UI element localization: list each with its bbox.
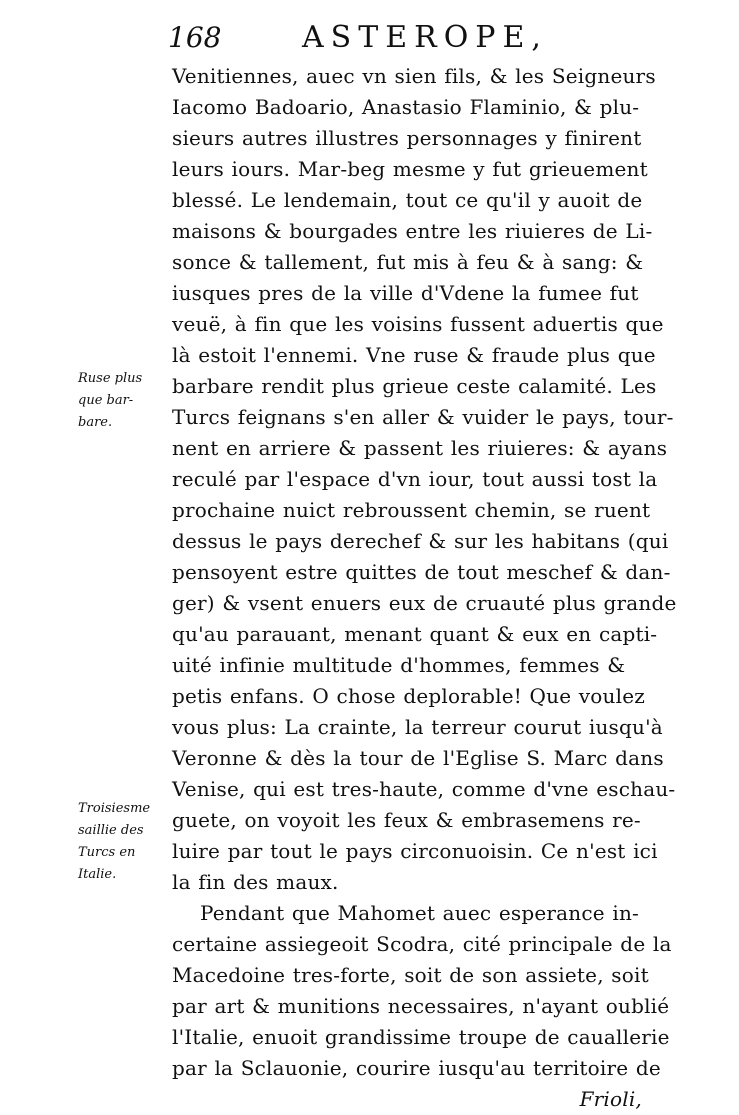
catchword: Frioli, — [579, 1087, 642, 1111]
text-line: reculé par l'espace d'vn iour, tout aussi tost la — [172, 467, 658, 491]
text-line: l'Italie, enuoit grandissime troupe de cauallerie — [172, 1025, 670, 1049]
running-title: ASTEROPE, — [302, 20, 548, 55]
text-line: iusques pres de la ville d'Vdene la fumee fut — [172, 281, 639, 305]
text-line: leurs iours. Mar-beg mesme y fut grieuement — [172, 157, 648, 181]
text-line: vous plus: La crainte, la terreur courut iusqu'à — [172, 715, 663, 739]
text-line: qu'au parauant, menant quant & eux en capti- — [172, 622, 658, 646]
text-line: certaine assiegeoit Scodra, cité principale de la — [172, 932, 672, 956]
text-line: Venise, qui est tres-haute, comme d'vne eschau- — [172, 777, 676, 801]
text-line: là estoit l'ennemi. Vne ruse & fraude plus que — [172, 343, 656, 367]
margin-note-line: Troisiesme — [78, 801, 151, 816]
margin-note-line: saillie des — [78, 823, 144, 838]
text-line: sieurs autres illustres personnages y finirent — [172, 126, 642, 150]
margin-note-line: bare. — [78, 415, 113, 430]
text-line: dessus le pays derechef & sur les habitans (qui — [172, 529, 669, 553]
margin-note-line: que bar- — [78, 393, 134, 408]
margin-note-ruse — [78, 368, 174, 434]
page-number: 168 — [168, 21, 222, 54]
margin-note-line: Ruse plus — [78, 371, 143, 386]
text-line: guete, on voyoit les feux & embrasemens re- — [172, 808, 641, 832]
text-line: nent en arriere & passent les riuieres: & ayans — [172, 436, 668, 460]
text-line: sonce & tallement, fut mis à feu & à sang: & — [172, 250, 644, 274]
text-line: prochaine nuict rebroussent chemin, se ruent — [172, 498, 651, 522]
paragraph-start-line: Pendant que Mahomet auec esperance in- — [200, 901, 640, 925]
text-line: veuë, à fin que les voisins fussent aduertis que — [172, 312, 664, 336]
text-line: Venitiennes, auec vn sien fils, & les Seigneurs — [172, 64, 656, 88]
text-line: uité infinie multitude d'hommes, femmes & — [172, 653, 626, 677]
text-line: la fin des maux. — [172, 870, 339, 894]
text-line: luire par tout le pays circonuoisin. Ce n'est ici — [172, 839, 658, 863]
text-line: Macedoine tres-forte, soit de son assiete, soit — [172, 963, 649, 987]
text-line: ger) & vsent enuers eux de cruauté plus grande — [172, 591, 677, 615]
text-line: pensoyent estre quittes de tout meschef & dan- — [172, 560, 671, 584]
text-line: barbare rendit plus grieue ceste calamité. Les — [172, 374, 657, 398]
margin-note-troisiesme-saillie — [78, 798, 174, 886]
margin-note-line: Turcs en — [78, 845, 136, 860]
text-line: par art & munitions necessaires, n'ayant oublié — [172, 994, 670, 1018]
text-line: Iacomo Badoario, Anastasio Flaminio, & plu- — [172, 95, 640, 119]
text-line: Veronne & dès la tour de l'Eglise S. Marc dans — [172, 746, 664, 770]
text-line: par la Sclauonie, courire iusqu'au territoire de — [172, 1056, 661, 1080]
text-line: maisons & bourgades entre les riuieres de Li- — [172, 219, 653, 243]
body-text — [172, 61, 677, 1115]
text-line: Turcs feignans s'en aller & vuider le pays, tour- — [172, 405, 674, 429]
text-line: petis enfans. O chose deplorable! Que voulez — [172, 684, 645, 708]
margin-note-line: Italie. — [78, 867, 117, 882]
text-line: blessé. Le lendemain, tout ce qu'il y auoit de — [172, 188, 643, 212]
